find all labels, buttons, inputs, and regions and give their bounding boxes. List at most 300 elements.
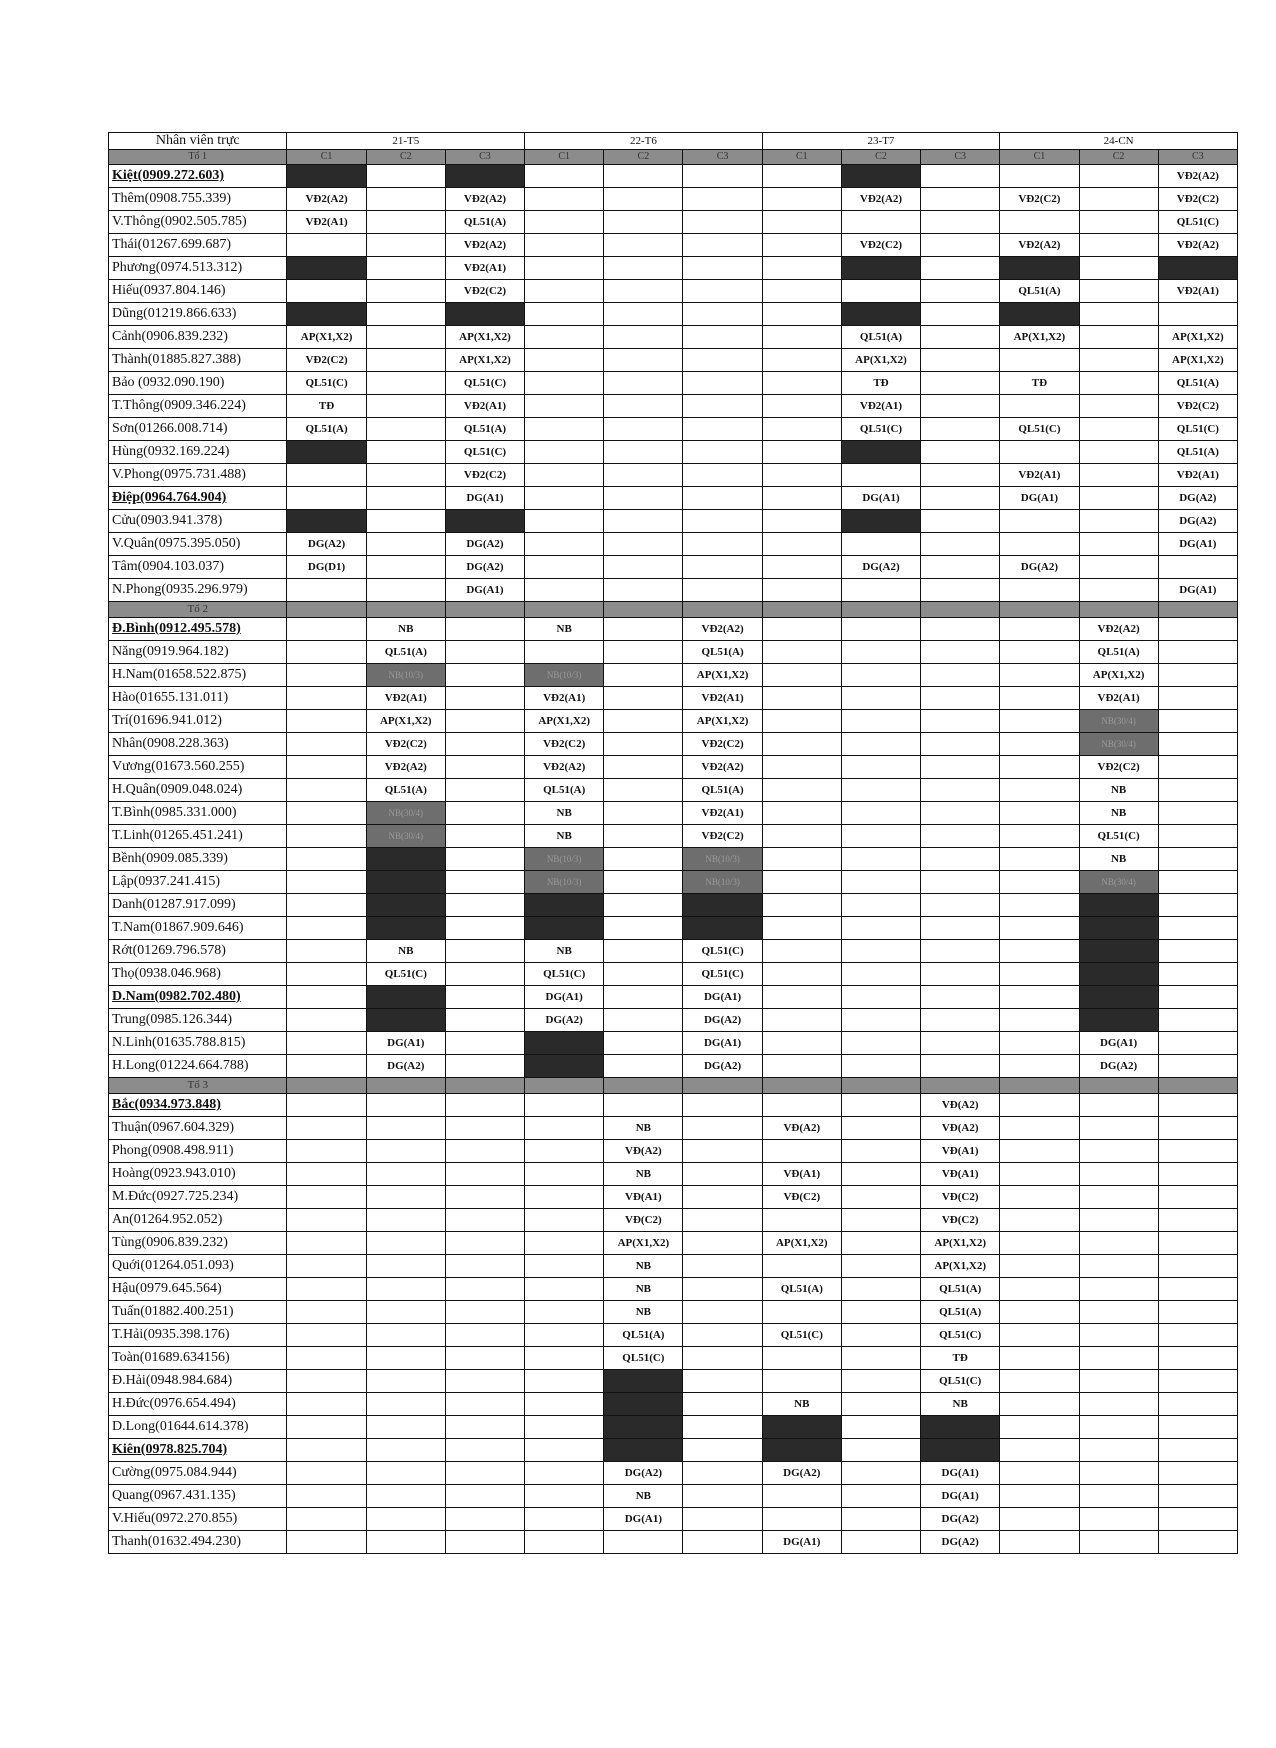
staff-row bbox=[109, 894, 1238, 917]
shift-cell bbox=[366, 165, 445, 188]
shift-cell bbox=[1158, 1232, 1237, 1255]
shift-cell bbox=[604, 802, 683, 825]
staff-name: Toàn(01689.634156) bbox=[109, 1347, 287, 1370]
shift-cell bbox=[1079, 464, 1158, 487]
shift-cell: QL51(A) bbox=[366, 641, 445, 664]
shift-cell bbox=[604, 779, 683, 802]
group-label: Tổ 1 bbox=[109, 150, 287, 165]
shift-cell bbox=[1000, 664, 1079, 687]
shift-cell bbox=[445, 1370, 524, 1393]
shift-cell bbox=[525, 1531, 604, 1554]
staff-name: Thành(01885.827.388) bbox=[109, 349, 287, 372]
shift-cell bbox=[1000, 917, 1079, 940]
shift-cell bbox=[287, 1485, 366, 1508]
shift-cell bbox=[366, 464, 445, 487]
shift-cell bbox=[762, 802, 841, 825]
shift-cell bbox=[604, 1055, 683, 1078]
shift-cell bbox=[841, 1347, 920, 1370]
shift-cell bbox=[1000, 1209, 1079, 1232]
shift-cell bbox=[1079, 1324, 1158, 1347]
shift-cell bbox=[287, 618, 366, 641]
shift-cell bbox=[762, 464, 841, 487]
shift-cell bbox=[1079, 1393, 1158, 1416]
shift-cell bbox=[287, 510, 366, 533]
staff-row bbox=[109, 395, 1238, 418]
shift-cell bbox=[683, 1301, 762, 1324]
shift-cell bbox=[841, 510, 920, 533]
shift-cell bbox=[1000, 733, 1079, 756]
shift-cell: QL51(A) bbox=[921, 1278, 1000, 1301]
shift-cell bbox=[445, 664, 524, 687]
group-band-cell bbox=[445, 602, 524, 618]
shift-cell bbox=[1000, 756, 1079, 779]
shift-cell bbox=[366, 1140, 445, 1163]
staff-name: Vương(01673.560.255) bbox=[109, 756, 287, 779]
shift-cell: QL51(C) bbox=[287, 372, 366, 395]
shift-cell bbox=[287, 165, 366, 188]
shift-cell bbox=[921, 641, 1000, 664]
staff-row bbox=[109, 1347, 1238, 1370]
shift-cell bbox=[921, 618, 1000, 641]
shift-cell bbox=[287, 1531, 366, 1554]
shift-cell bbox=[1079, 1416, 1158, 1439]
staff-row bbox=[109, 1370, 1238, 1393]
shift-cell: DG(A1) bbox=[762, 1531, 841, 1554]
shift-cell bbox=[683, 1370, 762, 1393]
shift-cell bbox=[604, 1393, 683, 1416]
staff-row bbox=[109, 211, 1238, 234]
shift-cell bbox=[1000, 1416, 1079, 1439]
shift-cell bbox=[445, 1255, 524, 1278]
shift-cell bbox=[762, 234, 841, 257]
shift-cell bbox=[525, 1347, 604, 1370]
group-band-cell bbox=[1158, 1078, 1237, 1094]
shift-cell: QL51(A) bbox=[762, 1278, 841, 1301]
shift-cell bbox=[841, 1324, 920, 1347]
shift-cell: VĐ(A1) bbox=[604, 1186, 683, 1209]
shift-cell bbox=[366, 441, 445, 464]
shift-cell bbox=[1000, 1032, 1079, 1055]
shift-cell bbox=[287, 1009, 366, 1032]
shift-cell: AP(X1,X2) bbox=[445, 349, 524, 372]
shift-cell: NB bbox=[604, 1485, 683, 1508]
staff-row bbox=[109, 1324, 1238, 1347]
shift-header: C3 bbox=[445, 150, 524, 165]
shift-cell: NB(10/3) bbox=[525, 871, 604, 894]
staff-row bbox=[109, 1508, 1238, 1531]
group-band-cell bbox=[604, 1078, 683, 1094]
shift-cell bbox=[525, 165, 604, 188]
shift-cell bbox=[1079, 1347, 1158, 1370]
shift-cell bbox=[841, 1416, 920, 1439]
shift-cell bbox=[525, 1209, 604, 1232]
staff-name: V.Quân(0975.395.050) bbox=[109, 533, 287, 556]
shift-cell bbox=[1000, 1301, 1079, 1324]
staff-name: V.Thông(0902.505.785) bbox=[109, 211, 287, 234]
shift-cell bbox=[287, 441, 366, 464]
shift-cell bbox=[445, 1094, 524, 1117]
staff-name: Phong(0908.498.911) bbox=[109, 1140, 287, 1163]
shift-cell bbox=[366, 1255, 445, 1278]
shift-cell: QL51(C) bbox=[921, 1324, 1000, 1347]
shift-cell bbox=[841, 664, 920, 687]
staff-name: T.Linh(01265.451.241) bbox=[109, 825, 287, 848]
shift-cell bbox=[445, 917, 524, 940]
shift-cell bbox=[841, 1009, 920, 1032]
shift-cell bbox=[1079, 1531, 1158, 1554]
shift-cell bbox=[366, 579, 445, 602]
staff-name: D.Nam(0982.702.480) bbox=[109, 986, 287, 1009]
shift-cell: TĐ bbox=[841, 372, 920, 395]
shift-cell bbox=[762, 1209, 841, 1232]
shift-cell bbox=[762, 1009, 841, 1032]
shift-cell bbox=[921, 533, 1000, 556]
shift-cell bbox=[841, 779, 920, 802]
shift-cell bbox=[366, 1393, 445, 1416]
shift-cell bbox=[921, 963, 1000, 986]
shift-cell bbox=[921, 418, 1000, 441]
shift-cell bbox=[604, 963, 683, 986]
staff-name: N.Linh(01635.788.815) bbox=[109, 1032, 287, 1055]
shift-cell bbox=[1079, 510, 1158, 533]
shift-cell: VĐ2(A2) bbox=[1158, 234, 1237, 257]
shift-cell bbox=[1079, 963, 1158, 986]
shift-cell bbox=[1158, 825, 1237, 848]
shift-cell bbox=[683, 280, 762, 303]
staff-row bbox=[109, 257, 1238, 280]
shift-cell: NB bbox=[525, 802, 604, 825]
group-band-cell bbox=[525, 602, 604, 618]
staff-row bbox=[109, 1462, 1238, 1485]
shift-cell bbox=[445, 165, 524, 188]
shift-cell: QL51(A) bbox=[683, 779, 762, 802]
shift-cell: QL51(C) bbox=[683, 940, 762, 963]
shift-cell bbox=[762, 165, 841, 188]
shift-cell bbox=[1000, 710, 1079, 733]
shift-cell: AP(X1,X2) bbox=[366, 710, 445, 733]
shift-cell: DG(A1) bbox=[841, 487, 920, 510]
shift-cell bbox=[1158, 1416, 1237, 1439]
shift-cell bbox=[921, 779, 1000, 802]
shift-cell bbox=[445, 1301, 524, 1324]
shift-cell bbox=[841, 211, 920, 234]
shift-cell bbox=[1079, 418, 1158, 441]
shift-cell: VĐ2(A1) bbox=[683, 687, 762, 710]
shift-cell bbox=[287, 825, 366, 848]
shift-cell bbox=[762, 533, 841, 556]
shift-cell bbox=[604, 733, 683, 756]
shift-cell: AP(X1,X2) bbox=[683, 664, 762, 687]
shift-cell bbox=[525, 1094, 604, 1117]
shift-cell bbox=[366, 1186, 445, 1209]
shift-cell: DG(A1) bbox=[445, 579, 524, 602]
shift-cell bbox=[921, 687, 1000, 710]
shift-cell bbox=[604, 303, 683, 326]
shift-cell bbox=[366, 1301, 445, 1324]
staff-name: M.Đức(0927.725.234) bbox=[109, 1186, 287, 1209]
day-header-row bbox=[109, 133, 1238, 150]
shift-cell: AP(X1,X2) bbox=[1158, 349, 1237, 372]
shift-cell bbox=[841, 1531, 920, 1554]
staff-name: Hiếu(0937.804.146) bbox=[109, 280, 287, 303]
shift-cell bbox=[604, 349, 683, 372]
shift-cell bbox=[604, 1032, 683, 1055]
staff-name: Rớt(01269.796.578) bbox=[109, 940, 287, 963]
shift-cell bbox=[1000, 1393, 1079, 1416]
shift-cell bbox=[762, 641, 841, 664]
shift-cell bbox=[445, 1163, 524, 1186]
shift-cell bbox=[1000, 1186, 1079, 1209]
staff-name: Thêm(0908.755.339) bbox=[109, 188, 287, 211]
staff-name: N.Phong(0935.296.979) bbox=[109, 579, 287, 602]
shift-cell bbox=[1079, 1232, 1158, 1255]
shift-cell bbox=[366, 986, 445, 1009]
shift-cell bbox=[762, 779, 841, 802]
shift-cell: DG(A2) bbox=[525, 1009, 604, 1032]
shift-cell: NB bbox=[604, 1301, 683, 1324]
shift-cell bbox=[683, 1163, 762, 1186]
shift-cell bbox=[1158, 1439, 1237, 1462]
staff-row bbox=[109, 1117, 1238, 1140]
shift-cell bbox=[1158, 1255, 1237, 1278]
staff-name: Quang(0967.431.135) bbox=[109, 1485, 287, 1508]
staff-name: T.Hải(0935.398.176) bbox=[109, 1324, 287, 1347]
shift-cell bbox=[921, 1416, 1000, 1439]
staff-row bbox=[109, 533, 1238, 556]
shift-cell bbox=[921, 1032, 1000, 1055]
shift-cell bbox=[366, 1370, 445, 1393]
shift-cell bbox=[445, 986, 524, 1009]
shift-cell bbox=[525, 1278, 604, 1301]
shift-cell: DG(A1) bbox=[921, 1462, 1000, 1485]
group-band-cell bbox=[921, 1078, 1000, 1094]
shift-cell bbox=[287, 848, 366, 871]
shift-cell bbox=[366, 533, 445, 556]
shift-cell: VĐ2(A2) bbox=[683, 756, 762, 779]
shift-cell: VĐ(C2) bbox=[921, 1209, 1000, 1232]
shift-cell bbox=[287, 894, 366, 917]
shift-cell bbox=[841, 533, 920, 556]
shift-cell bbox=[1079, 395, 1158, 418]
staff-name: D.Long(01644.614.378) bbox=[109, 1416, 287, 1439]
shift-cell: QL51(C) bbox=[445, 372, 524, 395]
shift-cell bbox=[683, 1255, 762, 1278]
shift-cell: NB(30/4) bbox=[1079, 733, 1158, 756]
shift-cell bbox=[287, 1140, 366, 1163]
shift-header: C2 bbox=[1079, 150, 1158, 165]
shift-cell bbox=[762, 1055, 841, 1078]
shift-cell bbox=[841, 1186, 920, 1209]
shift-cell: TĐ bbox=[921, 1347, 1000, 1370]
shift-cell: DG(A1) bbox=[683, 986, 762, 1009]
shift-cell bbox=[287, 1032, 366, 1055]
staff-row bbox=[109, 464, 1238, 487]
shift-cell bbox=[366, 1416, 445, 1439]
shift-cell bbox=[762, 1416, 841, 1439]
shift-cell: DG(A2) bbox=[762, 1462, 841, 1485]
shift-cell: VĐ2(A2) bbox=[445, 188, 524, 211]
shift-cell bbox=[921, 733, 1000, 756]
shift-cell bbox=[366, 1278, 445, 1301]
shift-cell bbox=[762, 556, 841, 579]
shift-cell: TĐ bbox=[287, 395, 366, 418]
shift-header: C1 bbox=[287, 150, 366, 165]
shift-cell: AP(X1,X2) bbox=[921, 1255, 1000, 1278]
shift-cell bbox=[841, 280, 920, 303]
shift-cell bbox=[445, 1462, 524, 1485]
shift-cell bbox=[762, 326, 841, 349]
staff-row bbox=[109, 756, 1238, 779]
shift-cell bbox=[762, 1301, 841, 1324]
shift-cell bbox=[1000, 986, 1079, 1009]
shift-cell bbox=[921, 556, 1000, 579]
group-band-cell bbox=[287, 602, 366, 618]
shift-cell bbox=[921, 349, 1000, 372]
shift-cell bbox=[445, 802, 524, 825]
staff-name: V.Phong(0975.731.488) bbox=[109, 464, 287, 487]
shift-cell bbox=[366, 1439, 445, 1462]
staff-row bbox=[109, 618, 1238, 641]
shift-cell bbox=[1000, 1508, 1079, 1531]
shift-cell: VĐ2(C2) bbox=[683, 733, 762, 756]
shift-cell bbox=[841, 464, 920, 487]
shift-cell bbox=[683, 1531, 762, 1554]
shift-cell bbox=[762, 510, 841, 533]
shift-cell: QL51(C) bbox=[1158, 211, 1237, 234]
shift-cell: AP(X1,X2) bbox=[1000, 326, 1079, 349]
shift-cell bbox=[1158, 940, 1237, 963]
shift-cell bbox=[921, 579, 1000, 602]
shift-cell bbox=[1158, 963, 1237, 986]
shift-cell bbox=[762, 349, 841, 372]
shift-cell bbox=[525, 257, 604, 280]
group-band-cell bbox=[921, 602, 1000, 618]
staff-row bbox=[109, 303, 1238, 326]
shift-cell bbox=[1158, 641, 1237, 664]
shift-cell: DG(A2) bbox=[841, 556, 920, 579]
shift-cell bbox=[921, 326, 1000, 349]
shift-cell bbox=[1000, 1255, 1079, 1278]
shift-cell bbox=[525, 1439, 604, 1462]
staff-name: Kiên(0978.825.704) bbox=[109, 1439, 287, 1462]
shift-cell bbox=[604, 257, 683, 280]
shift-header: C3 bbox=[683, 150, 762, 165]
shift-cell: QL51(C) bbox=[683, 963, 762, 986]
shift-cell bbox=[921, 1439, 1000, 1462]
shift-cell: DG(A1) bbox=[683, 1032, 762, 1055]
shift-cell: NB bbox=[366, 618, 445, 641]
staff-row bbox=[109, 188, 1238, 211]
staff-row bbox=[109, 234, 1238, 257]
shift-cell bbox=[525, 395, 604, 418]
shift-cell bbox=[921, 1055, 1000, 1078]
staff-name: Dũng(01219.866.633) bbox=[109, 303, 287, 326]
shift-cell bbox=[1158, 1347, 1237, 1370]
shift-cell bbox=[287, 664, 366, 687]
shift-cell bbox=[921, 871, 1000, 894]
shift-cell bbox=[1000, 349, 1079, 372]
staff-row bbox=[109, 1009, 1238, 1032]
shift-cell: VĐ2(A2) bbox=[287, 188, 366, 211]
shift-cell bbox=[921, 464, 1000, 487]
shift-cell: VĐ2(C2) bbox=[1079, 756, 1158, 779]
shift-cell: QL51(C) bbox=[1158, 418, 1237, 441]
staff-row bbox=[109, 1301, 1238, 1324]
shift-cell bbox=[604, 1531, 683, 1554]
shift-cell: VĐ2(C2) bbox=[287, 349, 366, 372]
shift-cell bbox=[683, 1439, 762, 1462]
shift-cell bbox=[1000, 1140, 1079, 1163]
shift-cell: DG(A2) bbox=[604, 1462, 683, 1485]
staff-name: H.Nam(01658.522.875) bbox=[109, 664, 287, 687]
staff-row bbox=[109, 510, 1238, 533]
shift-cell bbox=[445, 618, 524, 641]
shift-cell: VĐ(A2) bbox=[762, 1117, 841, 1140]
shift-cell bbox=[841, 441, 920, 464]
shift-cell bbox=[762, 1032, 841, 1055]
shift-cell: QL51(C) bbox=[762, 1324, 841, 1347]
staff-row bbox=[109, 1140, 1238, 1163]
shift-cell bbox=[841, 303, 920, 326]
shift-cell bbox=[762, 940, 841, 963]
shift-cell bbox=[762, 1347, 841, 1370]
staff-name: Hoàng(0923.943.010) bbox=[109, 1163, 287, 1186]
shift-cell bbox=[762, 1094, 841, 1117]
staff-row bbox=[109, 1232, 1238, 1255]
staff-row bbox=[109, 1393, 1238, 1416]
shift-cell: DG(A2) bbox=[287, 533, 366, 556]
shift-cell: VĐ2(C2) bbox=[366, 733, 445, 756]
staff-name: An(01264.952.052) bbox=[109, 1209, 287, 1232]
shift-cell bbox=[762, 188, 841, 211]
shift-cell bbox=[525, 1163, 604, 1186]
shift-cell bbox=[683, 1347, 762, 1370]
shift-cell bbox=[1158, 1186, 1237, 1209]
shift-cell bbox=[287, 257, 366, 280]
shift-cell bbox=[525, 1370, 604, 1393]
shift-cell bbox=[841, 257, 920, 280]
shift-cell bbox=[525, 533, 604, 556]
shift-header: C1 bbox=[762, 150, 841, 165]
shift-cell bbox=[1158, 303, 1237, 326]
shift-cell: NB bbox=[604, 1117, 683, 1140]
group-label: Tổ 3 bbox=[109, 1078, 287, 1094]
shift-cell: VĐ(A2) bbox=[921, 1094, 1000, 1117]
shift-cell: VĐ2(A1) bbox=[287, 211, 366, 234]
shift-cell bbox=[1158, 1032, 1237, 1055]
shift-cell bbox=[1079, 1462, 1158, 1485]
shift-cell bbox=[287, 1055, 366, 1078]
shift-cell bbox=[366, 395, 445, 418]
shift-cell: DG(A2) bbox=[1079, 1055, 1158, 1078]
shift-cell: QL51(C) bbox=[921, 1370, 1000, 1393]
shift-cell bbox=[1000, 963, 1079, 986]
shift-cell bbox=[445, 1186, 524, 1209]
shift-cell bbox=[841, 641, 920, 664]
shift-header: C2 bbox=[604, 150, 683, 165]
group-band-cell bbox=[1000, 602, 1079, 618]
shift-cell: NB bbox=[604, 1163, 683, 1186]
shift-cell bbox=[1158, 1117, 1237, 1140]
shift-cell: DG(D1) bbox=[287, 556, 366, 579]
shift-cell bbox=[762, 664, 841, 687]
shift-cell bbox=[287, 986, 366, 1009]
shift-header: C1 bbox=[525, 150, 604, 165]
roster-body bbox=[109, 150, 1238, 1554]
shift-cell bbox=[366, 848, 445, 871]
shift-cell bbox=[841, 733, 920, 756]
shift-cell bbox=[287, 1324, 366, 1347]
